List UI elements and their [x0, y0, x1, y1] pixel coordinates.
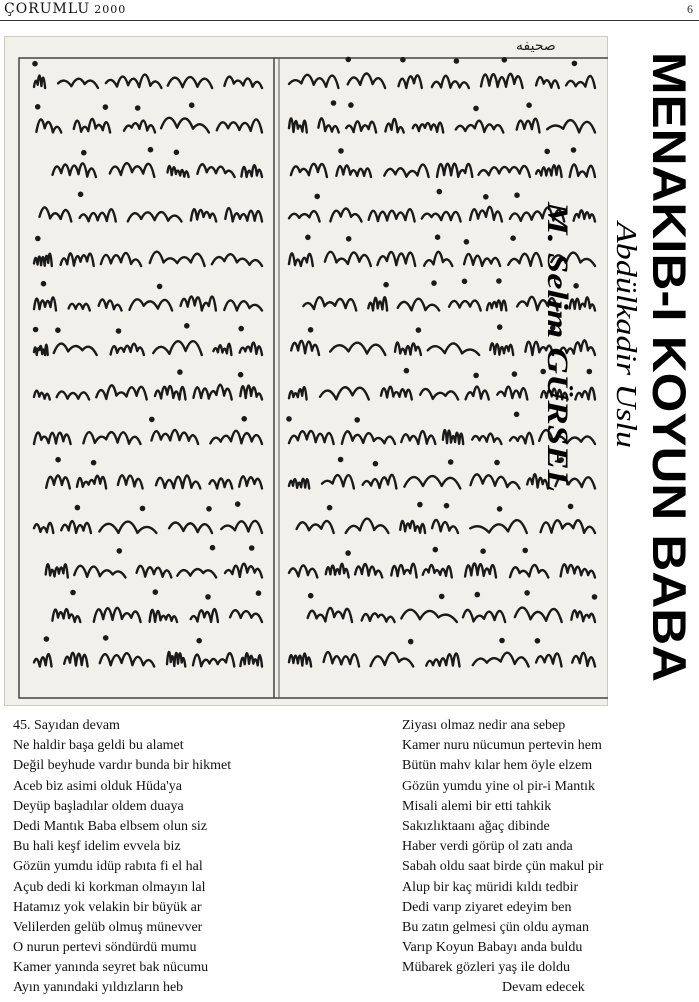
handwriting-dot — [546, 150, 549, 153]
handwriting-dot — [356, 418, 359, 421]
magazine-title: ÇORUMLU 2000 — [4, 1, 127, 17]
handwriting-stroke — [197, 164, 234, 177]
handwriting-stroke — [130, 299, 173, 310]
handwriting-stroke — [432, 76, 469, 88]
handwriting-stroke — [561, 564, 595, 577]
handwriting-stroke — [167, 652, 185, 667]
handwriting-stroke — [479, 166, 530, 177]
handwriting-stroke — [289, 479, 309, 489]
magazine-year: 2000 — [94, 3, 127, 16]
handwriting-stroke — [346, 519, 389, 533]
handwriting-dot — [463, 280, 466, 283]
handwriting-stroke — [466, 387, 489, 400]
handwriting-dot — [154, 591, 157, 594]
handwriting-stroke — [401, 610, 457, 622]
handwriting-stroke — [217, 119, 262, 132]
handwriting-dot — [250, 546, 253, 549]
handwriting-stroke — [423, 565, 452, 578]
handwriting-stroke — [363, 475, 397, 489]
handwriting-stroke — [413, 123, 443, 133]
handwriting-stroke — [481, 74, 523, 88]
handwriting-stroke — [497, 387, 527, 400]
handwriting-dot — [417, 329, 420, 332]
handwriting-dot — [104, 636, 107, 639]
handwriting-dot — [190, 104, 193, 107]
poem-line: Alup bir kaç müridi kıldı tedbir — [402, 879, 579, 895]
handwriting-stroke — [36, 119, 61, 132]
handwriting-dot — [71, 591, 74, 594]
poem-line: Velilerden gelüb olmuş münevver — [13, 919, 203, 935]
handwriting-dot — [149, 148, 152, 151]
handwriting-stroke — [355, 564, 382, 578]
handwriting-dot — [316, 195, 319, 198]
handwriting-stroke — [508, 253, 541, 266]
handwriting-stroke — [239, 476, 262, 488]
handwriting-stroke — [471, 474, 520, 488]
handwriting-stroke — [395, 342, 421, 355]
handwriting-stroke — [303, 297, 356, 310]
handwriting-stroke — [571, 610, 595, 622]
handwriting-stroke — [137, 566, 172, 578]
handwriting-stroke — [426, 653, 459, 666]
handwriting-stroke — [291, 341, 319, 355]
handwriting-dot — [339, 149, 342, 152]
handwriting-stroke — [34, 297, 56, 310]
handwriting-stroke — [470, 207, 502, 222]
handwriting-stroke — [161, 118, 209, 133]
handwriting-stroke — [572, 653, 595, 667]
poem-right-column — [402, 716, 603, 978]
manuscript-image — [4, 36, 608, 706]
handwriting-stroke — [74, 119, 110, 133]
handwriting-stroke — [536, 165, 562, 177]
handwriting-stroke — [330, 343, 385, 355]
handwriting-stroke — [515, 608, 562, 622]
poem-line: Dedi varıp ziyaret edeyim ben — [402, 899, 572, 915]
handwriting-dot — [526, 591, 529, 594]
handwriting-stroke — [322, 475, 354, 488]
handwriting-stroke — [241, 165, 262, 177]
handwriting-dot — [36, 105, 39, 108]
handwriting-stroke — [420, 389, 458, 400]
handwriting-dot — [455, 59, 458, 62]
handwriting-stroke — [150, 610, 177, 622]
handwriting-stroke — [225, 208, 262, 221]
handwriting-dot — [79, 193, 82, 196]
handwriting-stroke — [221, 521, 262, 533]
handwriting-stroke — [368, 297, 387, 310]
handwriting-stroke — [177, 569, 216, 577]
handwriting-stroke — [510, 433, 533, 444]
poem-line: Ziyası olmaz nedir ana sebep — [402, 718, 566, 733]
handwriting-dot — [434, 548, 437, 551]
handwriting-stroke — [384, 165, 428, 177]
handwriting-stroke — [517, 119, 540, 133]
page-number: 6 — [687, 2, 693, 16]
handwriting-dot — [374, 462, 377, 465]
handwriting-stroke — [422, 212, 461, 222]
poem-line: Hatamız yok velakin bir büyük ar — [13, 899, 202, 915]
handwriting-dot — [104, 106, 107, 109]
handwriting-dot — [432, 282, 435, 285]
handwriting-stroke — [99, 522, 156, 533]
handwriting-stroke — [150, 252, 205, 266]
handwriting-stroke — [325, 252, 371, 266]
handwriting-stroke — [210, 431, 262, 444]
handwriting-stroke — [424, 252, 452, 266]
handwriting-stroke — [40, 207, 72, 221]
handwriting-dot — [449, 460, 452, 463]
handwriting-stroke — [289, 253, 313, 266]
handwriting-dot — [150, 418, 153, 421]
handwriting-dot — [498, 507, 501, 510]
handwriting-stroke — [191, 609, 218, 622]
handwriting-stroke — [291, 164, 327, 177]
handwriting-dot — [385, 283, 388, 286]
handwriting-dot — [438, 190, 441, 193]
handwriting-stroke — [377, 252, 415, 266]
handwriting-stroke — [470, 520, 527, 533]
handwriting-stroke — [464, 254, 500, 266]
handwriting-dot — [515, 194, 518, 197]
handwriting-stroke — [289, 431, 334, 444]
handwriting-stroke — [224, 77, 262, 88]
handwriting-dot — [42, 282, 45, 285]
poem-line: Kamer nuru nücumun pertevin hem — [402, 738, 602, 754]
continued-note: Devam edecek — [502, 980, 585, 995]
handwriting-stroke — [53, 163, 96, 177]
handwriting-stroke — [34, 523, 53, 533]
poem-line: Deyüp başladılar oldem duaya — [13, 798, 184, 814]
handwriting-stroke — [77, 476, 106, 489]
handwriting-dot — [569, 505, 572, 508]
handwriting-stroke — [94, 608, 141, 622]
poem-line: Bu hali keşf idelim evvela biz — [13, 839, 181, 855]
handwriting-dot — [593, 595, 596, 598]
handwriting-stroke — [34, 254, 52, 266]
handwriting-stroke — [240, 343, 262, 355]
handwriting-stroke — [153, 341, 202, 355]
handwriting-stroke — [404, 476, 460, 488]
handwriting-stroke — [34, 76, 45, 88]
handwriting-dot — [498, 326, 501, 329]
handwriting-dot — [34, 328, 37, 331]
handwriting-dot — [418, 503, 421, 506]
handwriting-dot — [497, 279, 500, 282]
handwriting-stroke — [240, 653, 262, 666]
handwriting-stroke — [34, 345, 48, 355]
handwriting-stroke — [168, 77, 212, 88]
handwriting-dot — [572, 148, 575, 151]
handwriting-dot — [141, 507, 144, 510]
handwriting-stroke — [118, 475, 143, 488]
handwriting-dot — [207, 507, 210, 510]
handwriting-dot — [512, 237, 515, 240]
handwriting-stroke — [224, 300, 262, 310]
handwriting-stroke — [52, 609, 80, 622]
handwriting-stroke — [371, 653, 414, 667]
handwriting-dot — [158, 285, 161, 288]
manuscript-page-mark: صحيفه — [516, 38, 556, 54]
handwriting-dot — [465, 240, 468, 243]
handwriting-stroke — [96, 385, 146, 399]
handwriting-stroke — [400, 521, 425, 533]
handwriting-stroke — [346, 121, 376, 132]
handwriting-stroke — [566, 76, 595, 88]
handwriting-stroke — [225, 564, 262, 578]
handwriting-dot — [239, 373, 242, 376]
handwriting-dot — [118, 549, 121, 552]
handwriting-stroke — [385, 119, 403, 133]
handwriting-stroke — [101, 253, 141, 266]
handwriting-dot — [347, 58, 350, 61]
handwriting-dot — [236, 503, 239, 506]
handwriting-stroke — [155, 386, 186, 399]
handwriting-stroke — [57, 391, 89, 399]
handwriting-stroke — [54, 344, 97, 355]
handwriting-dot — [117, 329, 120, 332]
handwriting-stroke — [536, 653, 561, 666]
handwriting-stroke — [289, 565, 317, 577]
handwriting-stroke — [320, 387, 369, 399]
handwriting-dot — [45, 637, 48, 640]
handwriting-stroke — [34, 391, 50, 400]
handwriting-dot — [347, 552, 350, 555]
handwriting-dot — [92, 461, 95, 464]
handwriting-stroke — [399, 75, 422, 88]
handwriting-stroke — [428, 343, 480, 355]
handwriting-stroke — [473, 653, 529, 667]
poem-line: Haber verdi görüp ol zatı anda — [402, 839, 573, 855]
handwriting-stroke — [240, 386, 262, 400]
handwriting-stroke — [330, 208, 361, 221]
handwriting-dot — [257, 592, 260, 595]
handwriting-dot — [309, 594, 312, 597]
handwriting-dot — [401, 58, 404, 61]
handwriting-stroke — [381, 387, 412, 400]
handwriting-stroke — [336, 165, 371, 177]
handwriting-dot — [198, 639, 201, 642]
handwriting-stroke — [289, 654, 311, 667]
handwriting-stroke — [324, 652, 359, 666]
poem-line: Bu zatın gelmesi çün oldu ayman — [402, 919, 590, 935]
handwriting-stroke — [110, 163, 155, 177]
handwriting-stroke — [106, 75, 161, 88]
handwriting-dot — [57, 458, 60, 461]
handwriting-stroke — [297, 521, 334, 533]
handwriting-dot — [405, 369, 408, 372]
handwriting-dot — [474, 107, 477, 110]
handwriting-dot — [409, 640, 412, 643]
handwriting-dot — [332, 101, 335, 104]
handwriting-stroke — [443, 430, 463, 444]
handwriting-stroke — [391, 564, 416, 578]
article-author: M. Selim GÜRSEL — [541, 202, 574, 440]
handwriting-stroke — [64, 653, 87, 667]
handwriting-stroke — [83, 432, 140, 444]
poem-line: Bütün mahv kılar hem öyle elzem — [402, 758, 593, 774]
poem-line: Ne haldir başa geldi bu alamet — [13, 738, 184, 754]
handwriting-dot — [349, 104, 352, 107]
handwriting-dot — [36, 237, 39, 240]
handwriting-dot — [500, 639, 503, 642]
handwriting-stroke — [213, 344, 231, 355]
handwriting-stroke — [510, 565, 548, 577]
handwriting-stroke — [46, 475, 70, 488]
handwriting-stroke — [212, 254, 262, 266]
handwriting-dot — [136, 106, 139, 109]
handwriting-stroke — [398, 299, 440, 311]
poem-line: 45. Sayıdan devam — [13, 718, 120, 733]
poem-line: O nurun pertevi söndürdü mumu — [13, 940, 197, 956]
handwriting-dot — [588, 370, 591, 373]
handwriting-dot — [476, 593, 479, 596]
handwriting-stroke — [289, 211, 320, 221]
handwriting-dot — [573, 62, 576, 65]
handwriting-stroke — [541, 520, 595, 533]
handwriting-stroke — [194, 385, 232, 400]
handwriting-stroke — [191, 209, 216, 221]
handwriting-stroke — [289, 75, 338, 88]
handwriting-stroke — [152, 430, 199, 444]
handwriting-dot — [175, 151, 178, 154]
handwriting-stroke — [547, 120, 595, 132]
poem-line: Misali alemi bir etti tahkik — [402, 798, 552, 814]
handwriting-stroke — [61, 521, 91, 533]
handwriting-dot — [528, 104, 531, 107]
article-translator: Abdülkadir Uslu — [610, 222, 641, 408]
handwriting-stroke — [326, 564, 349, 578]
handwriting-stroke — [69, 304, 90, 311]
handwriting-dot — [178, 371, 181, 374]
handwriting-stroke — [348, 73, 385, 88]
handwriting-stroke — [570, 164, 595, 177]
handwriting-dot — [436, 236, 439, 239]
handwriting-stroke — [99, 299, 122, 310]
poem-line: Sakızlıktaanı ağaç dibinde — [402, 818, 550, 834]
handwriting-dot — [524, 549, 527, 552]
handwriting-stroke — [156, 475, 200, 488]
handwriting-stroke — [487, 301, 506, 311]
handwriting-dot — [482, 550, 485, 553]
article-author-block — [540, 198, 584, 498]
handwriting-dot — [306, 236, 309, 239]
handwriting-stroke — [456, 121, 504, 133]
handwriting-dot — [240, 327, 243, 330]
poem-line: Mübarek gözleri yaş ile doldu — [402, 960, 570, 976]
handwriting-stroke — [168, 166, 189, 177]
handwriting-stroke — [536, 77, 559, 88]
handwriting-stroke — [34, 654, 52, 666]
handwriting-stroke — [34, 433, 71, 444]
handwriting-stroke — [74, 566, 125, 578]
article-title: MENAKIB-I KOYUN BABA — [643, 52, 696, 632]
poem-line: Açub dedi ki korkman olmayın lal — [13, 879, 206, 895]
handwriting-stroke — [463, 610, 505, 622]
poem-line: Gözün yumdu yine ol pir-i Mantık — [402, 778, 595, 794]
handwriting-stroke — [210, 478, 233, 488]
handwriting-stroke — [465, 563, 496, 577]
handwriting-dot — [309, 328, 312, 331]
poem-line: Dedi Mantık Baba elbsem olun siz — [13, 818, 208, 834]
handwriting-stroke — [289, 118, 307, 132]
poem-line: Sabah oldu saat birde çün makul pir — [402, 859, 604, 875]
handwriting-dot — [536, 639, 539, 642]
handwriting-stroke — [490, 343, 513, 355]
handwriting-dot — [347, 237, 350, 240]
handwriting-stroke — [362, 613, 395, 622]
handwriting-dot — [82, 151, 85, 154]
handwriting-dot — [445, 504, 448, 507]
handwriting-dot — [206, 595, 209, 598]
handwriting-stroke — [342, 431, 395, 444]
handwriting-dot — [33, 62, 36, 65]
page-header — [0, 0, 699, 21]
handwriting-stroke — [230, 610, 262, 622]
handwriting-dot — [484, 195, 487, 198]
poem-line: Aceb biz asimi olduk Hüda'ya — [13, 778, 182, 794]
handwriting-dot — [56, 329, 59, 332]
handwriting-stroke — [308, 608, 352, 622]
handwriting-dot — [513, 373, 516, 376]
handwriting-stroke — [61, 253, 94, 266]
poem-line: Değil beyhude vardır bunda bir hikmet — [13, 758, 232, 774]
handwriting-stroke — [181, 296, 216, 310]
poem-left-column — [13, 716, 231, 999]
handwriting-stroke — [401, 431, 435, 444]
handwriting-stroke — [80, 209, 116, 221]
handwriting-dot — [76, 506, 79, 509]
handwriting-stroke — [472, 434, 501, 444]
handwriting-stroke — [124, 121, 155, 133]
poem-line: Ayın yanındaki yıldızların heb — [13, 980, 184, 996]
handwriting-stroke — [437, 164, 472, 177]
handwriting-dot — [475, 374, 478, 377]
poem-line: Gözün yumdu idüp rabıta fi el hal — [13, 859, 203, 875]
handwriting-stroke — [193, 653, 234, 666]
handwriting-dot — [287, 417, 290, 420]
handwriting-stroke — [58, 79, 98, 88]
handwriting-dot — [495, 461, 498, 464]
handwriting-stroke — [289, 387, 307, 399]
handwriting-dot — [211, 546, 214, 549]
handwriting-stroke — [318, 118, 338, 132]
handwriting-dot — [328, 506, 331, 509]
poem-line: Kamer yanında seyret bak nücumu — [13, 960, 209, 976]
handwriting-stroke — [169, 523, 212, 533]
handwriting-dot — [185, 324, 188, 327]
handwriting-dot — [243, 417, 246, 420]
handwriting-stroke — [100, 653, 154, 666]
handwriting-stroke — [369, 209, 415, 221]
handwriting-stroke — [449, 301, 481, 311]
handwriting-stroke — [128, 212, 182, 221]
handwriting-dot — [503, 58, 506, 61]
handwriting-dot — [515, 413, 518, 416]
handwriting-stroke — [111, 344, 144, 355]
poem-line: Varıp Koyun Babayı anda buldu — [402, 940, 583, 956]
article-title-block — [607, 42, 697, 692]
handwriting-stroke — [432, 520, 458, 533]
handwriting-dot — [440, 595, 443, 598]
handwriting-stroke — [46, 564, 68, 577]
handwriting-dot — [339, 458, 342, 461]
